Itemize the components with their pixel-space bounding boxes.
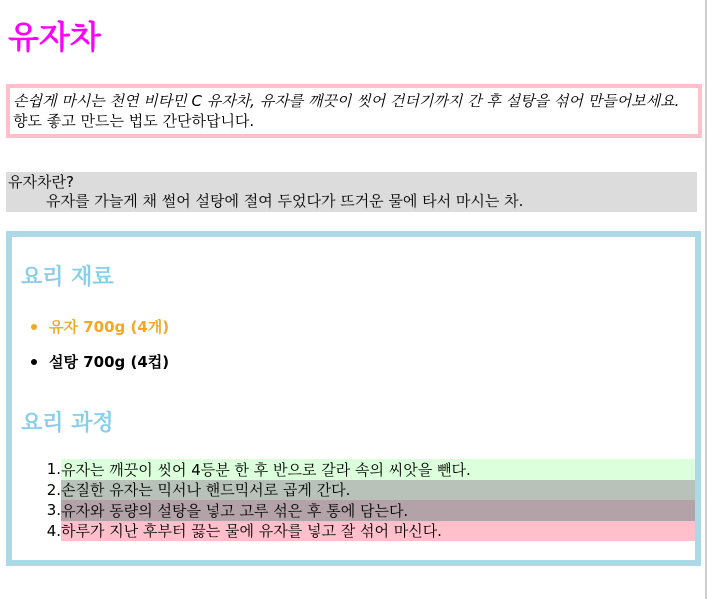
- definition-text: 유자를 가늘게 채 썰어 설탕에 절여 두었다가 뜨거운 물에 타서 마시는 차.: [46, 192, 524, 210]
- step-text: 유자와 동량의 설탕을 넣고 고루 섞은 후 통에 담는다.: [61, 500, 695, 521]
- ingredients-list: [21, 317, 169, 372]
- step-item: [12, 480, 695, 501]
- process-steps-list: [12, 459, 695, 541]
- step-number: 4.: [46, 521, 61, 540]
- intro-line-2: 향도 좋고 만드는 법도 간단하답니다.: [13, 112, 255, 130]
- definition-box: [6, 172, 697, 212]
- step-item: [12, 500, 695, 521]
- bullet-icon: [31, 324, 37, 330]
- step-number: 3.: [46, 501, 61, 520]
- step-text: 손질한 유자는 믹서나 핸드믹서로 곱게 간다.: [61, 480, 695, 501]
- ingredient-label: 설탕 700g (4컵): [49, 353, 170, 371]
- recipe-box: [6, 231, 701, 566]
- step-item: [12, 459, 695, 480]
- bullet-icon: [31, 359, 37, 365]
- intro-box: [6, 84, 702, 138]
- ingredient-label: 유자 700g (4개): [49, 318, 170, 336]
- ingredient-item: [21, 317, 169, 337]
- definition-term: 유자차란?: [8, 173, 74, 191]
- ingredient-item: [21, 352, 169, 372]
- step-number: 2.: [46, 480, 61, 499]
- step-item: [12, 521, 695, 542]
- page-title: 유자차: [8, 18, 101, 56]
- step-number: 1.: [46, 460, 61, 479]
- ingredients-heading: 요리 재료: [21, 265, 114, 290]
- intro-line-1: 손쉽게 마시는 천연 비타민 C 유자차, 유자를 깨끗이 씻어 건더기까지 간 후 설탕을 섞어 만들어보세요.: [13, 92, 680, 110]
- step-text: 하루가 지난 후부터 끓는 물에 유자를 넣고 잘 섞어 마신다.: [61, 521, 695, 542]
- step-text: 유자는 깨끗이 씻어 4등분 한 후 반으로 갈라 속의 씨앗을 뺀다.: [61, 459, 695, 480]
- process-heading: 요리 과정: [21, 411, 114, 436]
